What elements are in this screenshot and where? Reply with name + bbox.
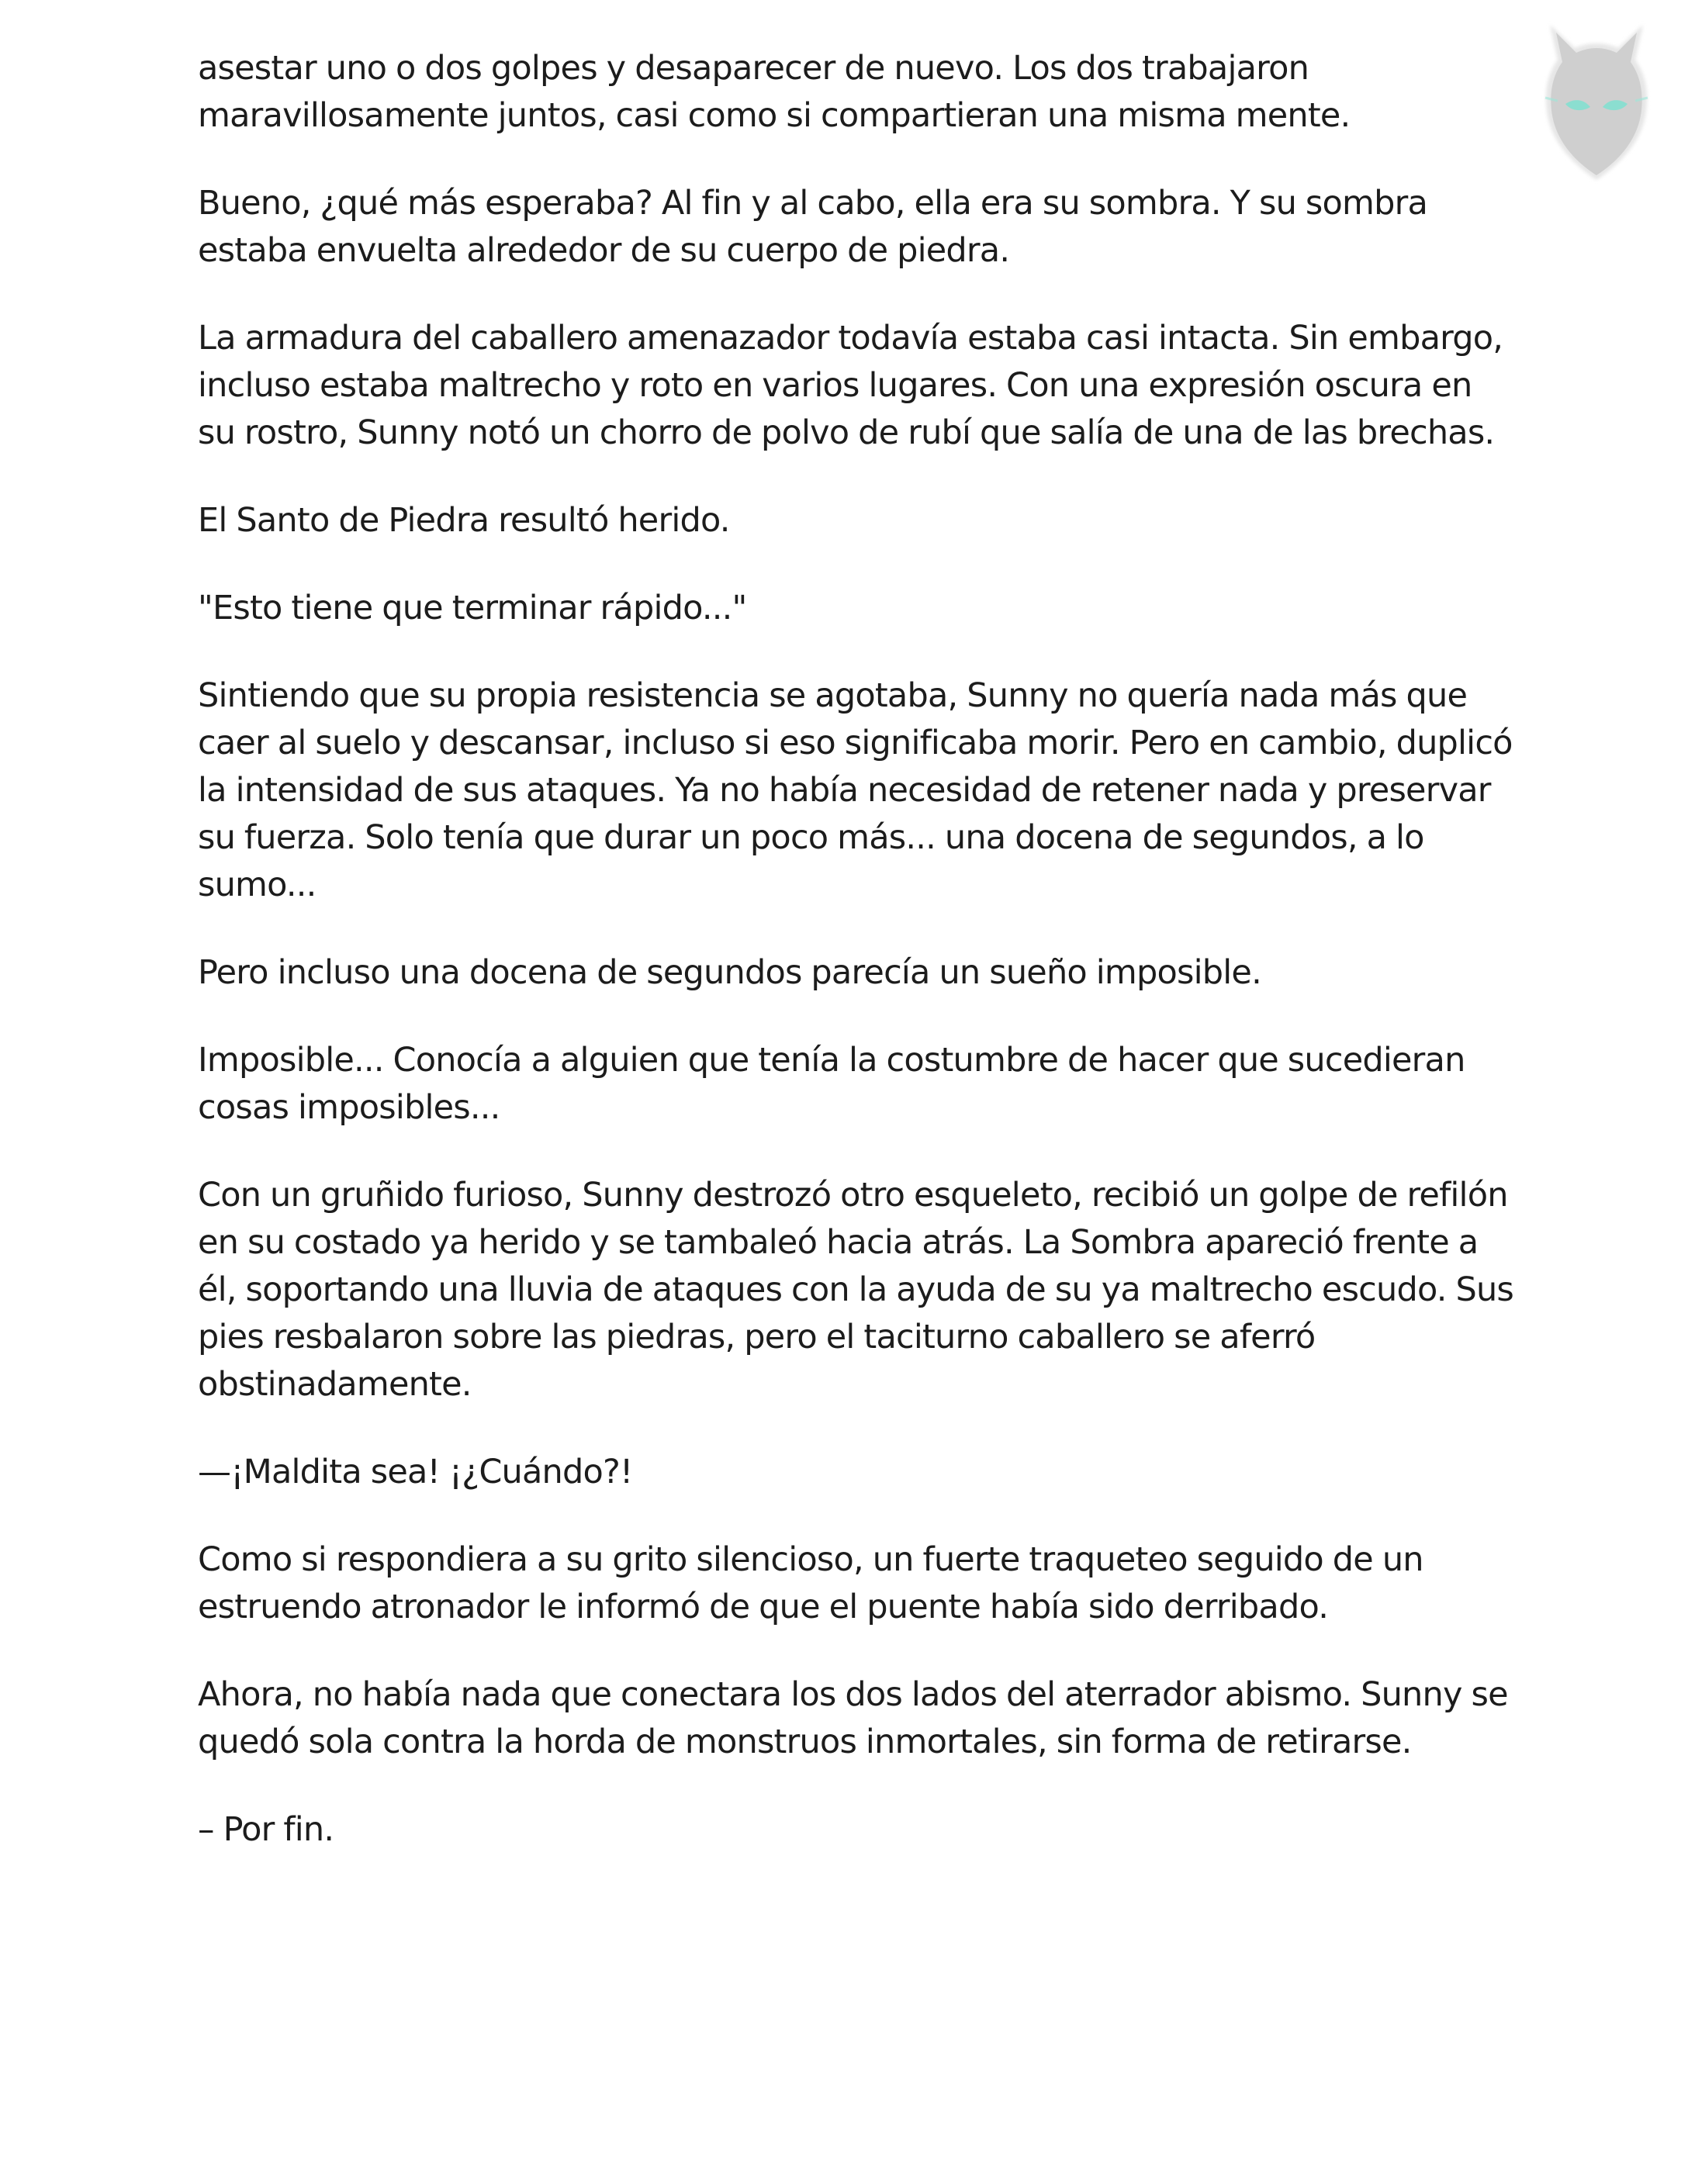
paragraph: Imposible... Conocía a alguien que tenía la costumbre de hacer que sucedieran cosas imposibles... xyxy=(198,1041,1465,1127)
paragraph: Bueno, ¿qué más esperaba? Al fin y al cabo, ella era su sombra. Y su sombra estaba envuelta alrededor de su cuerpo de piedra. xyxy=(198,184,1428,270)
paragraph: Pero incluso una docena de segundos parecía un sueño imposible. xyxy=(198,953,1261,992)
paragraph: asestar uno o dos golpes y desaparecer de nuevo. Los dos trabajaron maravillosamente juntos, casi como si compartieran una misma mente. xyxy=(198,49,1351,135)
paragraph: La armadura del caballero amenazador todavía estaba casi intacta. Sin embargo, incluso estaba maltrecho y roto en varios lugares. Con una expresión oscura en su rostro, Sunny notó un chorro de polvo de rubí que salía de una de las brechas. xyxy=(198,319,1503,452)
paragraph: El Santo de Piedra resultó herido. xyxy=(198,501,730,540)
horned-demon-head-icon xyxy=(1527,17,1666,188)
paragraph: —¡Maldita sea! ¡¿Cuándo?! xyxy=(198,1453,633,1491)
paragraph: Como si respondiera a su grito silencioso, un fuerte traqueteo seguido de un estruendo atronador le informó de que el puente había sido derribado. xyxy=(198,1540,1423,1626)
paragraph: – Por fin. xyxy=(198,1810,334,1849)
body-text xyxy=(198,45,1517,1894)
paragraph: Con un gruñido furioso, Sunny destrozó otro esqueleto, recibió un golpe de refilón en su costado ya herido y se tambaleó hacia atrás. La Sombra apareció frente a él, soportando una lluvia de ataques con la ayuda de su ya maltrecho escudo. Sus pies resbalaron sobre las piedras, pero el taciturno caballero se aferró obstinadamente. xyxy=(198,1176,1514,1404)
paragraph: Ahora, no había nada que conectara los dos lados del aterrador abismo. Sunny se quedó sola contra la horda de monstruos inmortales, sin forma de retirarse. xyxy=(198,1675,1508,1761)
paragraph: "Esto tiene que terminar rápido..." xyxy=(198,589,747,627)
paragraph: Sintiendo que su propia resistencia se agotaba, Sunny no quería nada más que caer al suelo y descansar, incluso si eso significaba morir. Pero en cambio, duplicó la intensidad de sus ataques. Ya no había necesidad de retener nada y preservar su fuerza. Solo tenía que durar un poco más... una docena de segundos, a lo sumo... xyxy=(198,676,1513,904)
